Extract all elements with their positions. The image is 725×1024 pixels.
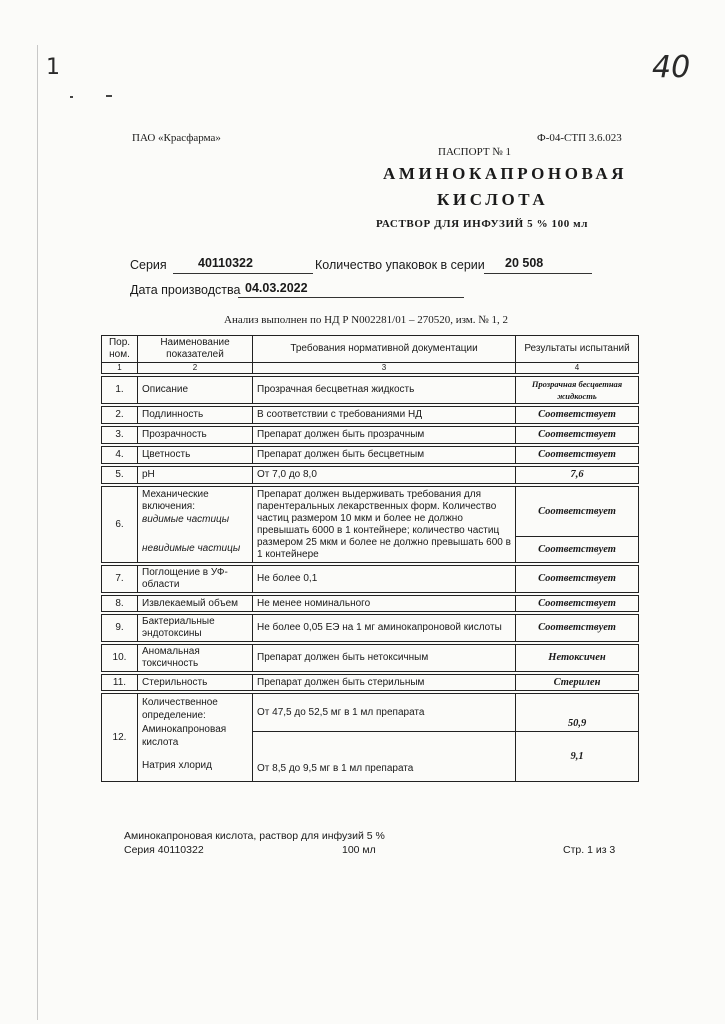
- row-result: Соответствует: [516, 427, 639, 444]
- header-cell: Результаты испытаний: [516, 336, 639, 363]
- table-row: [102, 467, 639, 484]
- packs-underline: [484, 273, 592, 274]
- row-number: 9.: [102, 615, 138, 642]
- packs-label: Количество упаковок в серии: [315, 258, 485, 272]
- row-requirement: Препарат должен быть прозрачным: [253, 427, 516, 444]
- footer-page-number: Стр. 1 из 3: [563, 844, 616, 856]
- row-requirement: От 47,5 до 52,5 мг в 1 мл препарата: [253, 694, 516, 732]
- row-parameter: Аномальная токсичность: [138, 645, 253, 672]
- date-underline: [238, 297, 464, 298]
- table-row: [102, 427, 639, 444]
- row-parameter: Прозрачность: [138, 427, 253, 444]
- row-number: 2.: [102, 407, 138, 424]
- series-underline: [173, 273, 313, 274]
- packs-value: 20 508: [505, 256, 544, 270]
- row-result: Соответствует: [516, 537, 639, 563]
- column-number: 2: [138, 363, 253, 374]
- row-parameter-cell: [138, 487, 253, 563]
- company-name: ПАО «Красфарма»: [132, 132, 221, 144]
- row-result: Соответствует: [516, 407, 639, 424]
- row-parameter-sub: невидимые частицы: [142, 543, 241, 554]
- series-value: 40110322: [198, 256, 253, 270]
- passport-number: ПАСПОРТ № 1: [438, 146, 512, 158]
- row-number: 10.: [102, 645, 138, 672]
- date-label: Дата производства: [130, 283, 241, 297]
- analysis-caption: Анализ выполнен по НД Р N002281/01 – 270520, изм. № 1, 2: [224, 314, 508, 326]
- column-number: 4: [516, 363, 639, 374]
- series-label: Серия: [130, 258, 167, 272]
- row-parameter: Механические включения:: [142, 489, 209, 512]
- scan-speck: [70, 96, 73, 98]
- row-parameter: pH: [138, 467, 253, 484]
- row-requirement: В соответствии с требованиями НД: [253, 407, 516, 424]
- row-number: 12.: [102, 694, 138, 782]
- row-requirement: Препарат должен выдерживать требования для парентеральных лекарственных форм. Количество частиц размером 10 мкм и более не должно превышать 6000 в 1 контейнере; количество частиц размером 25 мкм и более не должно превышать 600 в 1 контейнере: [253, 487, 516, 563]
- row-requirement: Препарат должен быть бесцветным: [253, 447, 516, 464]
- row-result: 7,6: [516, 467, 639, 484]
- row-requirement: Не более 0,1: [253, 566, 516, 593]
- table-row: [102, 377, 639, 404]
- table-row: [102, 694, 639, 732]
- footer-product: Аминокапроновая кислота, раствор для инфузий 5 %: [124, 830, 385, 842]
- product-subtitle: РАСТВОР ДЛЯ ИНФУЗИЙ 5 % 100 мл: [376, 218, 589, 230]
- footer-volume: 100 мл: [342, 844, 376, 856]
- column-number: 3: [253, 363, 516, 374]
- date-value: 04.03.2022: [245, 281, 308, 295]
- row-number: 4.: [102, 447, 138, 464]
- row-result: Соответствует: [516, 487, 639, 537]
- row-parameter: Бактериальные эндотоксины: [138, 615, 253, 642]
- header-cell: Требования нормативной документации: [253, 336, 516, 363]
- row-number: 5.: [102, 467, 138, 484]
- product-title: АМИНОКАПРОНОВАЯ: [383, 164, 628, 183]
- quality-table: [101, 335, 639, 782]
- scan-speck: [106, 95, 112, 97]
- row-parameter: Извлекаемый объем: [138, 596, 253, 612]
- row-parameter: Стерильность: [138, 675, 253, 691]
- row-parameter: Поглощение в УФ-области: [138, 566, 253, 593]
- row-parameter-sub: Аминокапроновая кислота: [142, 724, 227, 748]
- row-number: 8.: [102, 596, 138, 612]
- table-row: [102, 615, 639, 642]
- row-requirement: Прозрачная бесцветная жидкость: [253, 377, 516, 404]
- footer-series: Серия 40110322: [124, 844, 204, 856]
- column-number: 1: [102, 363, 138, 374]
- header-cell: Наименование показателей: [138, 336, 253, 363]
- row-requirement: От 7,0 до 8,0: [253, 467, 516, 484]
- row-requirement: Не более 0,05 ЕЭ на 1 мг аминокапроновой кислоты: [253, 615, 516, 642]
- row-result: Стерилен: [516, 675, 639, 691]
- header-cell: Пор. ном.: [102, 336, 138, 363]
- table-row: [102, 447, 639, 464]
- handwritten-page-number: 40: [652, 50, 691, 85]
- row-requirement: От 8,5 до 9,5 мг в 1 мл препарата: [253, 732, 516, 782]
- row-number: 3.: [102, 427, 138, 444]
- row-number: 1.: [102, 377, 138, 404]
- table-header-row: [102, 336, 639, 363]
- table-row: [102, 645, 639, 672]
- row-result: 9,1: [516, 732, 639, 782]
- table-row: [102, 596, 639, 612]
- table-row: [102, 407, 639, 424]
- row-parameter: Цветность: [138, 447, 253, 464]
- row-number: 11.: [102, 675, 138, 691]
- row-result: Соответствует: [516, 615, 639, 642]
- row-result: Соответствует: [516, 447, 639, 464]
- column-number-row: [102, 363, 639, 374]
- row-result: Нетоксичен: [516, 645, 639, 672]
- row-parameter-sub: Натрия хлорид: [142, 760, 212, 771]
- row-number: 7.: [102, 566, 138, 593]
- row-parameter: Подлинность: [138, 407, 253, 424]
- table-row: [102, 566, 639, 593]
- row-parameter: Количественное определение:: [142, 697, 218, 721]
- row-requirement: Препарат должен быть стерильным: [253, 675, 516, 691]
- row-parameter: Описание: [138, 377, 253, 404]
- row-parameter-cell: [138, 694, 253, 782]
- left-margin-line: [37, 45, 38, 1020]
- table-row: [102, 487, 639, 537]
- row-requirement: Не менее номинального: [253, 596, 516, 612]
- row-result: Прозрачная бесцветная жидкость: [516, 377, 639, 404]
- row-parameter-sub: видимые частицы: [142, 514, 230, 525]
- row-result: Соответствует: [516, 566, 639, 593]
- row-result: 50,9: [516, 694, 639, 732]
- row-number: 6.: [102, 487, 138, 563]
- table-row: [102, 675, 639, 691]
- row-result: Соответствует: [516, 596, 639, 612]
- row-requirement: Препарат должен быть нетоксичным: [253, 645, 516, 672]
- form-code: Ф-04-СТП 3.6.023: [537, 132, 622, 144]
- product-title-line2: КИСЛОТА: [437, 190, 549, 209]
- handwritten-mark: 1: [46, 55, 60, 80]
